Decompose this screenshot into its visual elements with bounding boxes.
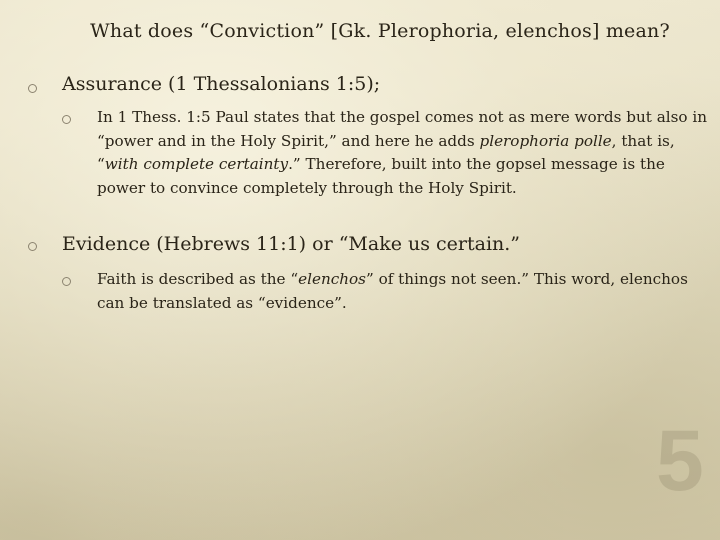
sub-bullet-icon: [62, 115, 71, 124]
detail-text: Faith is described as the “: [97, 270, 299, 288]
greek-term: plerophoria polle: [479, 131, 612, 150]
bullet-icon: [28, 84, 37, 93]
detail-text: .” Therefore, built into the gopsel message is the power to convince completely through the Holy Spirit.: [97, 155, 665, 197]
sub-bullet-icon: [62, 277, 71, 286]
bullet-icon: [28, 242, 37, 251]
point-heading-assurance: Assurance (1 Thessalonians 1:5);: [62, 73, 381, 95]
point-heading-evidence: Evidence (Hebrews 11:1) or “Make us certain.”: [62, 233, 521, 255]
slide-page-number: 5: [656, 413, 702, 509]
greek-term: elenchos: [298, 270, 366, 288]
quoted-phrase: with complete certainty: [104, 155, 289, 173]
detail-text: , that is, “: [97, 131, 675, 173]
detail-text: In 1 Thess. 1:5 Paul states that the gospel comes not as mere words but also in “power and in the Holy Spirit,” and here he adds: [97, 108, 708, 150]
point-detail-evidence: [97, 268, 715, 315]
point-detail-assurance: [97, 106, 715, 200]
detail-text: ” of things not seen.” This word, elenchos can be translated as “evidence”.: [97, 270, 688, 312]
slide-title: What does “Conviction” [Gk. Plerophoria, elenchos] mean?: [90, 20, 670, 42]
